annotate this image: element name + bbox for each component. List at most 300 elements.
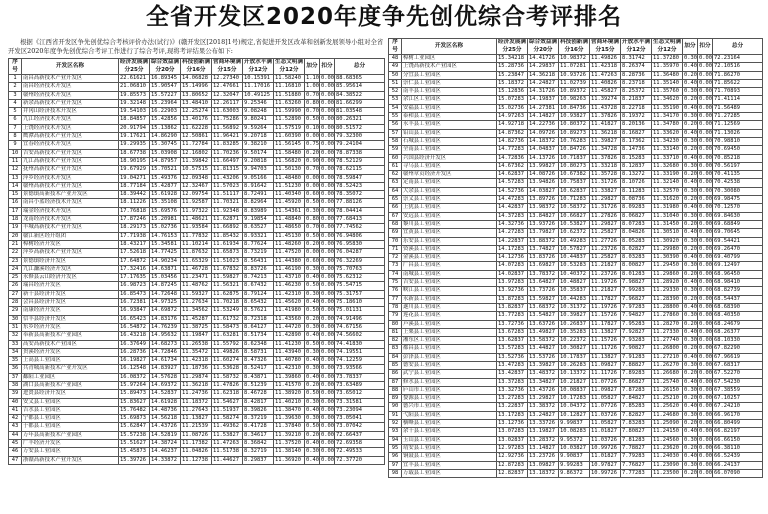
cell-business-env: 11.62875 (212, 290, 243, 298)
cell-total: 69.40799 (713, 254, 763, 262)
cell-bonus: 0.40 (684, 303, 697, 310)
cell-bonus: 0.20 (306, 315, 319, 322)
cell-ecology: 11.45620 (274, 299, 305, 307)
cell-total: 74.41830 (335, 340, 385, 348)
cell-zone-name: 南昌经济技术开发区 (22, 83, 119, 91)
table-row (389, 403, 763, 411)
cell-zone-name: 赣州高新技术产业开发区 (22, 182, 119, 190)
cell-economy: 15.23847 (497, 71, 528, 79)
cell-ecology: 11.44720 (274, 323, 305, 331)
cell-business-env: 11.13827 (590, 353, 621, 361)
cell-bonus: 0.50 (306, 116, 319, 123)
table-row (389, 137, 763, 145)
cell-penalty: 0.00 (321, 398, 334, 405)
cell-innovation: 10.89372 (559, 88, 590, 96)
cell-total: 75.70763 (335, 265, 385, 273)
cell-ecology: 11.38140 (274, 448, 305, 456)
cell-benefit: 14.83176 (150, 315, 181, 323)
cell-index: 90 (389, 403, 402, 411)
table-row (389, 444, 763, 452)
cell-business-env: 11.53249 (212, 307, 243, 315)
cell-ecology: 11.27330 (652, 328, 683, 336)
cell-ecology: 11.37520 (274, 440, 305, 448)
table-row (9, 91, 385, 99)
cell-penalty: 0.00 (321, 348, 334, 355)
cell-ecology: 11.58240 (274, 75, 305, 83)
cell-economy: 13.42837 (497, 370, 528, 378)
cell-innovation: 10.93827 (559, 113, 590, 121)
cell-ecology: 11.35970 (652, 63, 683, 71)
cell-innovation: 12.32467 (181, 182, 212, 190)
cell-benefit: 15.35108 (150, 199, 181, 207)
cell-business-env: 11.60274 (212, 357, 243, 365)
header-innovation: 科技创新满分16分 (182, 59, 210, 73)
cell-benefit: 13.19827 (528, 428, 559, 436)
cell-total: 77.68413 (335, 216, 385, 224)
cell-ecology: 11.32140 (652, 179, 683, 187)
table-row (389, 96, 763, 104)
cell-openness: 7.98827 (621, 279, 652, 287)
cell-economy: 15.07283 (497, 96, 528, 104)
cell-ecology: 11.46190 (274, 265, 305, 273)
cell-bonus: 0.20 (684, 146, 697, 153)
cell-bonus: 0.40 (306, 406, 319, 413)
cell-zone-name: 上栗县工业园区 (402, 328, 497, 336)
cell-business-env: 11.09827 (590, 361, 621, 369)
cell-total: 70.12570 (713, 204, 763, 212)
cell-innovation: 10.98263 (559, 96, 590, 104)
cell-total: 73.31581 (335, 398, 385, 406)
cell-zone-name: 安福县工业园区 (402, 104, 497, 112)
cell-openness: 8.13272 (621, 171, 652, 179)
cell-innovation: 11.10214 (181, 240, 212, 248)
cell-penalty: 0.00 (699, 129, 712, 136)
cell-total: 71.13026 (713, 129, 763, 137)
cell-benefit: 14.76153 (150, 232, 181, 240)
cell-innovation: 11.27643 (181, 406, 212, 414)
cell-ecology: 11.56820 (274, 157, 305, 165)
header-index: 序号 (9, 59, 22, 75)
cell-penalty: 0.00 (699, 345, 712, 352)
cell-economy: 16.12548 (119, 365, 150, 373)
cell-total: 66.82197 (713, 428, 763, 436)
table-row (9, 398, 385, 406)
cell-index: 91 (389, 411, 402, 419)
cell-business-env: 11.21827 (590, 287, 621, 295)
header-economy: 经济发展满分25分 (498, 39, 526, 53)
cell-innovation: 10.17283 (559, 395, 590, 403)
cell-innovation: 11.19847 (181, 332, 212, 340)
cell-total: 74.67156 (335, 323, 385, 331)
cell-ecology: 11.37280 (652, 55, 683, 63)
cell-ecology: 11.43710 (274, 274, 305, 282)
cell-benefit: 13.48372 (528, 370, 559, 378)
cell-total: 76.04287 (335, 249, 385, 257)
cell-economy: 14.12736 (497, 254, 528, 262)
cell-innovation: 10.44837 (559, 254, 590, 262)
table-row (389, 237, 763, 245)
cell-zone-name: 丰城高新技术产业开发区 (22, 224, 119, 232)
cell-ecology: 11.16810 (274, 83, 305, 91)
cell-zone-name: 会昌县经济开发区 (22, 299, 119, 307)
cell-ecology: 11.34780 (652, 121, 683, 129)
cell-innovation: 10.57827 (559, 245, 590, 253)
cell-bonus: 0.50 (306, 307, 319, 314)
cell-business-env: 11.27826 (590, 212, 621, 220)
cell-penalty: 0.00 (699, 88, 712, 95)
cell-zone-name: 南丰县工业园区 (402, 88, 497, 96)
cell-business-env: 11.47263 (590, 71, 621, 79)
cell-ecology: 11.56145 (274, 141, 305, 149)
cell-ecology: 11.34620 (652, 96, 683, 104)
cell-bonus: 0.40 (306, 357, 319, 364)
cell-zone-name: 兴国县经济开发区 (402, 154, 497, 162)
cell-zone-name: 吉水县工业园区 (22, 406, 119, 414)
cell-business-env: 11.59827 (212, 274, 243, 282)
cell-economy: 20.91794 (119, 124, 150, 132)
cell-penalty: 0.00 (321, 207, 334, 214)
cell-penalty: 0.00 (699, 287, 712, 294)
cell-penalty: 0.00 (321, 116, 334, 123)
cell-zone-name: 新余高新技术产业开发区 (22, 99, 119, 107)
cell-penalty: 0.00 (321, 182, 334, 189)
cell-zone-name: 横峰县工业园区 (402, 420, 497, 428)
table-row (9, 141, 385, 149)
cell-penalty: 0.00 (321, 199, 334, 206)
cell-benefit: 14.04837 (528, 146, 559, 154)
cell-benefit: 15.23964 (150, 99, 181, 107)
cell-business-env: 11.35728 (590, 171, 621, 179)
cell-penalty: 0.00 (321, 357, 334, 364)
cell-innovation: 10.04372 (559, 403, 590, 411)
cell-zone-name: 芦溪县工业园区 (402, 320, 497, 328)
cell-index: 98 (389, 469, 402, 477)
table-row (389, 229, 763, 237)
cell-penalty: 0.00 (699, 121, 712, 128)
header-bonus: 加分 (305, 59, 320, 75)
cell-zone-name: 南昌小蓝经济技术开发区 (22, 199, 119, 207)
cell-ecology: 11.48840 (274, 216, 305, 224)
cell-index: 17 (9, 207, 22, 215)
cell-index: 94 (389, 436, 402, 444)
cell-openness: 8.04826 (621, 229, 652, 237)
cell-zone-name: 南昌高新技术产业开发区 (22, 75, 119, 83)
cell-penalty: 0.00 (321, 340, 334, 347)
cell-innovation: 9.90837 (559, 453, 590, 461)
cell-benefit: 14.08726 (528, 171, 559, 179)
cell-zone-name: 信丰县经济开发区 (22, 315, 119, 323)
cell-business-env: 11.61732 (212, 315, 243, 323)
cell-bonus: 0.50 (306, 340, 319, 347)
cell-index: 3 (9, 91, 22, 99)
header-business-env: 营商环境满分15分 (213, 59, 241, 73)
cell-economy: 16.98723 (119, 282, 150, 290)
cell-index: 79 (389, 312, 402, 320)
cell-penalty: 0.00 (699, 395, 712, 402)
cell-economy: 13.52736 (497, 353, 528, 361)
cell-ecology: 11.26680 (652, 370, 683, 378)
cell-openness: 9.80241 (243, 116, 274, 124)
cell-benefit: 15.34581 (150, 240, 181, 248)
cell-bonus: 0.40 (684, 428, 697, 435)
cell-economy: 13.37283 (497, 378, 528, 386)
cell-benefit: 13.79827 (528, 229, 559, 237)
cell-total: 66.38110 (713, 444, 763, 452)
cell-bonus: 0.80 (306, 216, 319, 223)
cell-economy: 15.02736 (497, 104, 528, 112)
cell-openness: 7.87283 (621, 386, 652, 394)
cell-penalty: 0.00 (699, 320, 712, 327)
cell-bonus: 0.30 (684, 461, 697, 468)
cell-innovation: 10.40372 (559, 270, 590, 278)
cell-total: 71.41114 (713, 96, 763, 104)
cell-business-env: 11.15726 (590, 337, 621, 345)
cell-innovation: 11.65329 (181, 257, 212, 265)
cell-openness: 8.82964 (243, 199, 274, 207)
cell-total: 81.03548 (335, 108, 385, 116)
cell-openness: 8.11283 (621, 187, 652, 195)
cell-penalty: 0.00 (699, 403, 712, 410)
cell-innovation: 10.84726 (559, 146, 590, 154)
cell-bonus: 0.20 (684, 469, 697, 476)
cell-total: 77.88126 (335, 199, 385, 207)
cell-bonus: 0.40 (684, 328, 697, 335)
cell-benefit: 14.41726 (528, 55, 559, 63)
cell-penalty: 0.00 (321, 240, 334, 247)
cell-business-env: 11.47826 (212, 381, 243, 389)
cell-openness: 8.17362 (621, 137, 652, 145)
cell-economy: 18.29173 (119, 224, 150, 232)
table-row (389, 63, 763, 71)
cell-business-env: 11.75286 (212, 116, 243, 124)
header-economy: 经济发展满分25分 (120, 59, 148, 73)
table-row (389, 162, 763, 170)
cell-economy: 19.04271 (119, 174, 150, 182)
cell-penalty: 0.00 (699, 370, 712, 377)
cell-openness: 8.39826 (243, 406, 274, 414)
cell-innovation: 11.48762 (181, 282, 212, 290)
cell-ecology: 11.31450 (652, 220, 683, 228)
cell-bonus: 0.30 (684, 312, 697, 319)
cell-benefit: 15.61928 (150, 191, 181, 199)
table-row (9, 157, 385, 165)
cell-business-env: 11.81315 (212, 166, 243, 174)
cell-zone-name: 抚州高新技术产业开发区 (22, 166, 119, 174)
cell-total: 75.18610 (335, 299, 385, 307)
cell-ecology: 11.26800 (652, 345, 683, 353)
cell-economy: 13.77283 (497, 312, 528, 320)
cell-index: 20 (9, 232, 22, 240)
cell-openness: 7.76827 (621, 461, 652, 469)
cell-total: 71.12569 (713, 121, 763, 129)
cell-bonus: 0.20 (684, 320, 697, 327)
cell-openness: 8.47326 (243, 357, 274, 365)
cell-innovation: 10.67382 (559, 171, 590, 179)
table-row (9, 166, 385, 174)
table-row (9, 373, 385, 381)
cell-zone-name: 资溪县工业园区 (402, 245, 497, 253)
header-openness: 开放水平满分12分 (244, 59, 272, 73)
cell-index: 89 (389, 395, 402, 403)
cell-zone-name: 余江区工业园区 (402, 96, 497, 104)
cell-ecology: 11.44380 (274, 257, 305, 265)
cell-zone-name: 共青城高新技术产业开发区 (22, 365, 119, 373)
cell-business-env: 12.47661 (212, 83, 243, 91)
cell-benefit: 13.69827 (528, 262, 559, 270)
cell-index: 47 (9, 456, 22, 464)
cell-benefit: 14.95632 (150, 332, 181, 340)
cell-index: 21 (9, 240, 22, 248)
cell-openness: 8.28736 (621, 71, 652, 79)
cell-economy: 16.37649 (119, 340, 150, 348)
cell-index: 15 (9, 191, 22, 199)
cell-penalty: 0.00 (699, 386, 712, 393)
cell-innovation: 10.26283 (559, 361, 590, 369)
table-row (389, 262, 763, 270)
cell-bonus: 0.30 (684, 88, 697, 95)
cell-openness: 8.74213 (243, 274, 274, 282)
cell-openness: 8.05283 (621, 237, 652, 245)
cell-ecology: 11.28390 (652, 295, 683, 303)
cell-ecology: 11.38920 (274, 390, 305, 398)
cell-zone-name: 峡江县工业园区 (402, 287, 497, 295)
cell-openness: 8.51734 (243, 332, 274, 340)
cell-openness: 7.85283 (621, 403, 652, 411)
cell-economy: 16.43218 (119, 332, 150, 340)
cell-total: 76.94806 (335, 232, 385, 240)
cell-zone-name: 黎川县工业园区 (402, 220, 497, 228)
cell-innovation: 10.08283 (559, 428, 590, 436)
cell-zone-name: 吉安高新技术产业开发区 (22, 149, 119, 157)
cell-ecology: 11.23620 (652, 444, 683, 452)
cell-openness: 8.41728 (243, 423, 274, 431)
cell-penalty: 0.00 (699, 137, 712, 144)
cell-openness: 7.78827 (621, 444, 652, 452)
cell-index: 29 (9, 307, 22, 315)
table-row (9, 199, 385, 207)
cell-bonus: 0.30 (684, 113, 697, 120)
cell-economy: 14.32736 (497, 220, 528, 228)
cell-penalty: 0.00 (321, 91, 334, 98)
cell-penalty: 0.00 (321, 307, 334, 314)
cell-openness: 8.65432 (243, 299, 274, 307)
cell-benefit: 14.19837 (528, 96, 559, 104)
cell-business-env: 11.39274 (590, 96, 621, 104)
cell-penalty: 0.00 (321, 440, 334, 447)
cell-index: 65 (389, 196, 402, 204)
cell-innovation: 10.71283 (559, 196, 590, 204)
cell-ecology: 11.32680 (652, 162, 683, 170)
cell-index: 74 (389, 270, 402, 278)
cell-index: 78 (389, 303, 402, 311)
cell-benefit: 14.52837 (150, 390, 181, 398)
cell-openness: 7.94827 (621, 312, 652, 320)
cell-bonus: 0.40 (306, 440, 319, 447)
intro-paragraph: 根据《江西省开发区争先创优综合考核评价办法(试行)》(赣开发区[2018]1号)规定,省促进开发区改革和创新发展领导小组对全省开发区2020年度争先创优综合考评工作进行了综合考评,现将考评结果公布如下: (8, 38, 384, 55)
cell-innovation: 10.21827 (559, 378, 590, 386)
cell-zone-name: 九江经济技术开发区 (22, 116, 119, 124)
cell-index: 64 (389, 187, 402, 195)
cell-bonus: 0.90 (306, 157, 319, 164)
cell-ecology: 11.25090 (652, 420, 683, 428)
cell-benefit: 15.42856 (150, 116, 181, 124)
cell-index: 14 (9, 182, 22, 190)
cell-bonus: 0.40 (684, 254, 697, 261)
cell-innovation: 10.08837 (559, 386, 590, 394)
cell-ecology: 11.63260 (274, 99, 305, 107)
cell-zone-name: 莲花县工业园区 (402, 312, 497, 320)
cell-economy: 13.67283 (497, 328, 528, 336)
cell-zone-name: 修水县工业园区 (402, 378, 497, 386)
cell-innovation: 11.36218 (181, 381, 212, 389)
cell-ecology: 11.35140 (652, 79, 683, 87)
cell-economy: 12.82837 (497, 469, 528, 477)
cell-zone-name: 宜丰县工业园区 (402, 461, 497, 469)
cell-openness: 8.07283 (621, 220, 652, 228)
cell-index: 83 (389, 345, 402, 353)
cell-benefit: 15.42877 (150, 182, 181, 190)
cell-innovation: 11.18736 (181, 365, 212, 373)
cell-total: 73.63489 (335, 381, 385, 389)
cell-zone-name: 高安高新技术产业园区 (22, 340, 119, 348)
cell-economy: 14.97263 (497, 113, 528, 121)
cell-zone-name: 崇义县工业园区 (402, 196, 497, 204)
table-row (9, 108, 385, 116)
cell-index: 55 (389, 113, 402, 121)
cell-economy: 13.87283 (497, 295, 528, 303)
cell-bonus: 0.20 (684, 444, 697, 451)
cell-bonus: 0.40 (306, 456, 319, 463)
table-row (389, 88, 763, 96)
cell-ecology: 11.41980 (274, 307, 305, 315)
cell-economy: 17.71938 (119, 232, 150, 240)
table-row (389, 187, 763, 195)
cell-ecology: 11.33140 (652, 146, 683, 154)
cell-zone-name: 弋阳县工业园区 (402, 411, 497, 419)
cell-index: 19 (9, 224, 22, 232)
cell-innovation: 10.62372 (559, 229, 590, 237)
cell-index: 24 (9, 265, 22, 273)
cell-benefit: 13.18372 (528, 469, 559, 477)
cell-zone-name: 德安县工业园区 (402, 361, 497, 369)
table-row (389, 254, 763, 262)
table-row (389, 79, 763, 87)
cell-innovation: 11.77832 (181, 232, 212, 240)
cell-total: 68.96450 (713, 270, 763, 278)
cell-economy: 17.87246 (119, 216, 150, 224)
cell-ecology: 11.35190 (652, 104, 683, 112)
cell-innovation: 11.42318 (181, 357, 212, 365)
cell-openness: 9.20718 (243, 133, 274, 141)
cell-total: 78.52129 (335, 157, 385, 165)
table-row (389, 270, 763, 278)
cell-business-env: 11.34728 (590, 146, 621, 154)
cell-benefit: 14.36218 (528, 71, 559, 79)
cell-penalty: 0.00 (699, 212, 712, 219)
cell-ecology: 11.52890 (274, 116, 305, 124)
cell-penalty: 0.00 (699, 63, 712, 70)
cell-benefit: 14.56218 (150, 415, 181, 423)
cell-bonus: 0.80 (306, 99, 319, 106)
cell-zone-name: 九江濂溪经济开发区 (22, 265, 119, 273)
table-row (9, 348, 385, 356)
cell-total: 68.54437 (713, 295, 763, 303)
cell-benefit: 13.54827 (528, 312, 559, 320)
cell-index: 25 (9, 274, 22, 282)
cell-ecology: 11.60390 (274, 133, 305, 141)
cell-penalty: 0.00 (699, 312, 712, 319)
cell-bonus: 0.30 (684, 55, 697, 61)
